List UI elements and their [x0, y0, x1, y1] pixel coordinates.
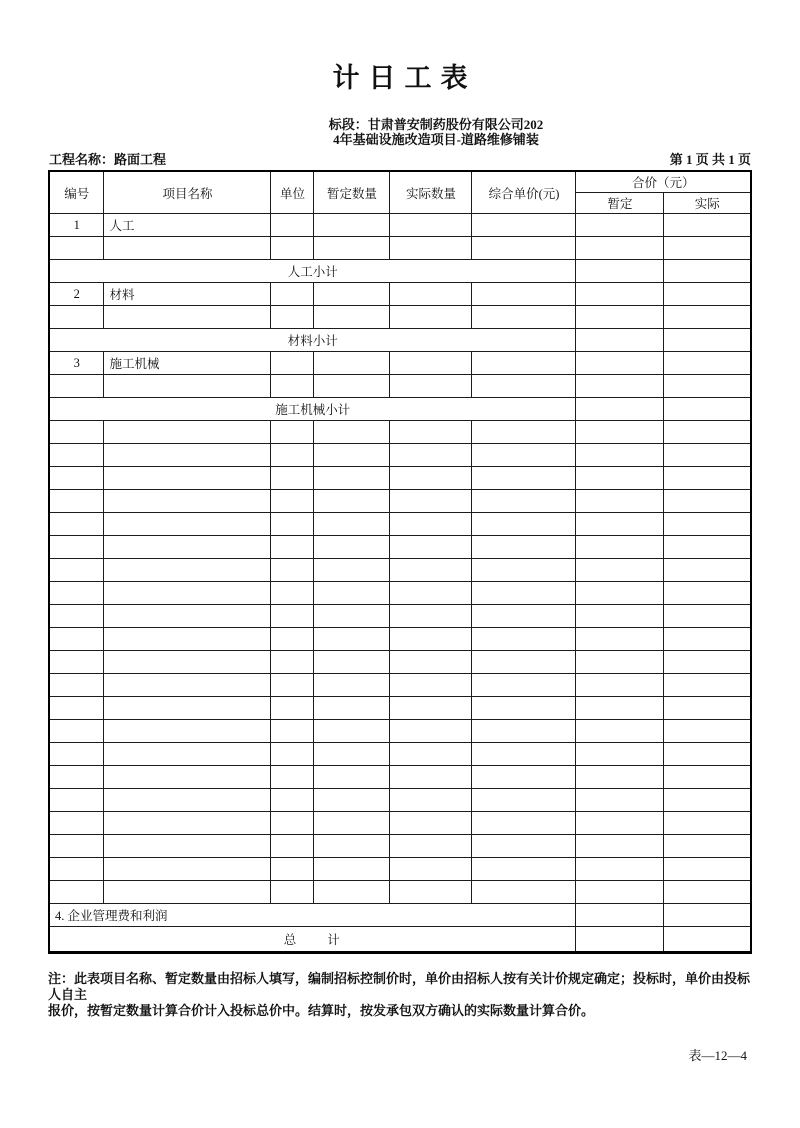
empty-cell — [49, 513, 104, 536]
empty-cell — [390, 789, 472, 812]
empty-cell — [576, 490, 664, 513]
empty-cell — [104, 467, 271, 490]
empty-cell — [664, 375, 751, 398]
empty-cell — [576, 835, 664, 858]
empty-cell — [664, 605, 751, 628]
empty-cell — [49, 237, 104, 260]
header-provisional-qty: 暂定数量 — [314, 171, 390, 214]
empty-cell — [390, 490, 472, 513]
empty-cell — [664, 927, 751, 953]
header-item-name: 项目名称 — [104, 171, 271, 214]
empty-row — [49, 536, 751, 559]
empty-cell — [472, 651, 576, 674]
empty-cell — [390, 628, 472, 651]
empty-row — [49, 812, 751, 835]
empty-cell — [49, 835, 104, 858]
empty-cell — [664, 444, 751, 467]
empty-cell — [576, 421, 664, 444]
empty-cell — [271, 674, 314, 697]
empty-cell — [314, 306, 390, 329]
empty-cell — [271, 881, 314, 904]
empty-cell — [664, 697, 751, 720]
empty-cell — [271, 697, 314, 720]
empty-cell — [576, 536, 664, 559]
empty-cell — [314, 789, 390, 812]
empty-cell — [576, 444, 664, 467]
empty-cell — [472, 237, 576, 260]
empty-cell — [576, 674, 664, 697]
meta-row — [49, 149, 751, 168]
empty-cell — [390, 306, 472, 329]
stage-label — [72, 117, 800, 147]
empty-cell — [472, 720, 576, 743]
empty-cell — [664, 214, 751, 237]
empty-cell — [576, 904, 664, 927]
header-unit: 单位 — [271, 171, 314, 214]
empty-cell — [390, 421, 472, 444]
empty-cell — [576, 352, 664, 375]
header-actual-qty: 实际数量 — [390, 171, 472, 214]
subtotal-row — [49, 260, 751, 283]
empty-cell — [104, 743, 271, 766]
empty-row — [49, 559, 751, 582]
empty-cell — [49, 881, 104, 904]
empty-cell — [472, 835, 576, 858]
empty-cell — [576, 812, 664, 835]
empty-cell — [664, 651, 751, 674]
header-total-actual: 实际 — [664, 193, 751, 214]
stage-line-1: 标段：甘肃普安制药股份有限公司202 — [328, 117, 544, 132]
empty-cell — [576, 881, 664, 904]
empty-cell — [472, 306, 576, 329]
empty-cell — [390, 444, 472, 467]
empty-cell — [49, 421, 104, 444]
empty-cell — [664, 582, 751, 605]
empty-cell — [314, 237, 390, 260]
empty-cell — [664, 329, 751, 352]
empty-cell — [390, 881, 472, 904]
empty-row — [49, 375, 751, 398]
empty-cell — [314, 674, 390, 697]
empty-cell — [390, 651, 472, 674]
subtotal-label-cell: 人工小计 — [49, 260, 576, 283]
empty-cell — [271, 582, 314, 605]
empty-cell — [472, 444, 576, 467]
header-total-provisional: 暂定 — [576, 193, 664, 214]
fee-row — [49, 904, 751, 927]
empty-row — [49, 743, 751, 766]
empty-cell — [390, 513, 472, 536]
empty-cell — [104, 605, 271, 628]
empty-cell — [271, 536, 314, 559]
empty-cell — [664, 743, 751, 766]
empty-cell — [104, 490, 271, 513]
empty-cell — [576, 214, 664, 237]
empty-cell — [664, 398, 751, 421]
empty-cell — [271, 467, 314, 490]
note-line-1: 注：此表项目名称、暂定数量由招标人填写，编制招标控制价时，单价由招标人按有关计价规定确定；投标时，单价由投标人自主 — [48, 971, 751, 1002]
empty-cell — [576, 858, 664, 881]
empty-cell — [104, 674, 271, 697]
fee-label-cell: 4. 企业管理费和利润 — [49, 904, 576, 927]
empty-cell — [49, 651, 104, 674]
empty-cell — [472, 467, 576, 490]
empty-cell — [576, 927, 664, 953]
empty-cell — [104, 697, 271, 720]
cell-no: 2 — [49, 283, 104, 306]
empty-cell — [49, 743, 104, 766]
empty-cell — [271, 835, 314, 858]
note-text — [48, 971, 752, 1019]
empty-cell — [664, 352, 751, 375]
empty-cell — [390, 352, 472, 375]
empty-cell — [390, 536, 472, 559]
empty-cell — [390, 674, 472, 697]
empty-row — [49, 858, 751, 881]
grand-total-label-cell: 总 计 — [49, 927, 576, 953]
header-no: 编号 — [49, 171, 104, 214]
empty-cell — [314, 628, 390, 651]
empty-cell — [314, 582, 390, 605]
cell-no: 3 — [49, 352, 104, 375]
empty-cell — [576, 306, 664, 329]
empty-cell — [390, 697, 472, 720]
header-unit-price: 综合单价(元) — [472, 171, 576, 214]
empty-cell — [271, 352, 314, 375]
empty-cell — [576, 697, 664, 720]
empty-cell — [390, 375, 472, 398]
empty-cell — [664, 881, 751, 904]
subtotal-row — [49, 398, 751, 421]
empty-cell — [104, 536, 271, 559]
empty-row — [49, 720, 751, 743]
empty-cell — [271, 605, 314, 628]
empty-cell — [664, 306, 751, 329]
empty-cell — [472, 375, 576, 398]
empty-cell — [664, 467, 751, 490]
empty-cell — [664, 421, 751, 444]
empty-cell — [576, 398, 664, 421]
empty-cell — [104, 444, 271, 467]
cell-item-name: 材料 — [104, 283, 271, 306]
empty-cell — [472, 743, 576, 766]
empty-cell — [472, 582, 576, 605]
empty-cell — [390, 283, 472, 306]
empty-cell — [664, 789, 751, 812]
empty-cell — [314, 881, 390, 904]
empty-cell — [314, 812, 390, 835]
empty-cell — [472, 352, 576, 375]
empty-cell — [576, 375, 664, 398]
empty-cell — [576, 720, 664, 743]
empty-cell — [271, 720, 314, 743]
empty-cell — [271, 421, 314, 444]
empty-cell — [104, 421, 271, 444]
empty-cell — [664, 237, 751, 260]
empty-cell — [664, 835, 751, 858]
empty-cell — [664, 283, 751, 306]
empty-cell — [314, 766, 390, 789]
empty-cell — [314, 536, 390, 559]
table-header — [49, 171, 751, 214]
empty-cell — [104, 651, 271, 674]
empty-row — [49, 628, 751, 651]
empty-cell — [104, 835, 271, 858]
grand-total-row — [49, 927, 751, 953]
empty-cell — [49, 697, 104, 720]
empty-row — [49, 766, 751, 789]
empty-cell — [664, 490, 751, 513]
empty-cell — [576, 260, 664, 283]
empty-cell — [472, 881, 576, 904]
empty-cell — [314, 214, 390, 237]
empty-row — [49, 444, 751, 467]
empty-cell — [49, 766, 104, 789]
empty-cell — [271, 651, 314, 674]
header-total-price: 合价（元） — [576, 171, 751, 193]
empty-cell — [390, 766, 472, 789]
empty-cell — [271, 766, 314, 789]
empty-row — [49, 237, 751, 260]
empty-cell — [314, 444, 390, 467]
project-name: 工程名称：路面工程 — [49, 152, 167, 167]
form-code: 表—12—4 — [688, 1048, 747, 1063]
empty-cell — [390, 582, 472, 605]
empty-cell — [314, 697, 390, 720]
empty-cell — [49, 559, 104, 582]
empty-cell — [314, 490, 390, 513]
empty-cell — [271, 375, 314, 398]
empty-cell — [576, 237, 664, 260]
empty-cell — [390, 467, 472, 490]
empty-cell — [49, 628, 104, 651]
empty-cell — [664, 536, 751, 559]
empty-cell — [576, 766, 664, 789]
empty-cell — [49, 490, 104, 513]
empty-cell — [664, 720, 751, 743]
empty-cell — [49, 605, 104, 628]
empty-cell — [664, 260, 751, 283]
empty-cell — [271, 306, 314, 329]
empty-cell — [472, 674, 576, 697]
empty-cell — [49, 375, 104, 398]
empty-cell — [104, 789, 271, 812]
empty-cell — [314, 743, 390, 766]
empty-cell — [390, 835, 472, 858]
item-row — [49, 283, 751, 306]
empty-cell — [664, 858, 751, 881]
empty-cell — [314, 858, 390, 881]
empty-cell — [472, 628, 576, 651]
empty-cell — [49, 306, 104, 329]
empty-cell — [104, 881, 271, 904]
empty-cell — [104, 306, 271, 329]
empty-cell — [314, 352, 390, 375]
page-number-info: 第 1 页 共 1 页 — [669, 152, 751, 167]
empty-cell — [472, 490, 576, 513]
empty-cell — [472, 214, 576, 237]
empty-cell — [104, 582, 271, 605]
empty-cell — [104, 628, 271, 651]
page-title: 计日工表 — [332, 63, 477, 93]
empty-cell — [576, 628, 664, 651]
empty-row — [49, 697, 751, 720]
empty-row — [49, 467, 751, 490]
empty-cell — [576, 513, 664, 536]
empty-cell — [271, 444, 314, 467]
empty-cell — [314, 283, 390, 306]
empty-cell — [49, 720, 104, 743]
empty-cell — [49, 674, 104, 697]
empty-cell — [49, 812, 104, 835]
empty-cell — [576, 582, 664, 605]
empty-cell — [104, 513, 271, 536]
empty-cell — [104, 812, 271, 835]
header-row-1 — [49, 171, 751, 193]
empty-cell — [271, 513, 314, 536]
empty-row — [49, 835, 751, 858]
empty-cell — [664, 904, 751, 927]
empty-cell — [472, 283, 576, 306]
daywork-table — [48, 170, 752, 954]
empty-cell — [576, 329, 664, 352]
empty-cell — [271, 559, 314, 582]
subtotal-label-cell: 施工机械小计 — [49, 398, 576, 421]
empty-cell — [472, 513, 576, 536]
empty-row — [49, 582, 751, 605]
empty-cell — [390, 605, 472, 628]
empty-cell — [314, 651, 390, 674]
empty-cell — [104, 720, 271, 743]
empty-cell — [314, 421, 390, 444]
empty-cell — [104, 559, 271, 582]
empty-cell — [664, 559, 751, 582]
empty-cell — [314, 559, 390, 582]
empty-row — [49, 421, 751, 444]
item-row — [49, 214, 751, 237]
empty-cell — [472, 766, 576, 789]
empty-cell — [664, 812, 751, 835]
empty-cell — [49, 582, 104, 605]
empty-cell — [49, 858, 104, 881]
empty-cell — [271, 237, 314, 260]
item-row — [49, 352, 751, 375]
empty-cell — [314, 605, 390, 628]
note-line-2: 报价，按暂定数量计算合价计入投标总价中。结算时，按发承包双方确认的实际数量计算合价。 — [48, 1003, 595, 1018]
table-body — [49, 214, 751, 953]
empty-cell — [49, 536, 104, 559]
empty-cell — [390, 559, 472, 582]
empty-cell — [314, 835, 390, 858]
empty-cell — [390, 214, 472, 237]
empty-cell — [49, 789, 104, 812]
subtotal-row — [49, 329, 751, 352]
empty-cell — [576, 559, 664, 582]
empty-cell — [271, 628, 314, 651]
empty-row — [49, 306, 751, 329]
empty-cell — [390, 743, 472, 766]
empty-cell — [104, 766, 271, 789]
empty-cell — [664, 513, 751, 536]
empty-cell — [664, 628, 751, 651]
empty-cell — [472, 559, 576, 582]
empty-row — [49, 605, 751, 628]
cell-item-name: 施工机械 — [104, 352, 271, 375]
empty-cell — [49, 444, 104, 467]
empty-cell — [314, 467, 390, 490]
empty-cell — [104, 375, 271, 398]
empty-cell — [576, 467, 664, 490]
empty-cell — [271, 214, 314, 237]
empty-row — [49, 674, 751, 697]
empty-cell — [472, 536, 576, 559]
empty-cell — [576, 605, 664, 628]
empty-cell — [271, 858, 314, 881]
empty-cell — [664, 674, 751, 697]
empty-row — [49, 881, 751, 904]
empty-cell — [664, 766, 751, 789]
subtotal-label-cell: 材料小计 — [49, 329, 576, 352]
empty-cell — [271, 743, 314, 766]
empty-row — [49, 490, 751, 513]
empty-cell — [390, 237, 472, 260]
empty-cell — [390, 812, 472, 835]
empty-cell — [576, 651, 664, 674]
stage-line-2: 4年基础设施改造项目-道路维修铺装 — [333, 132, 539, 147]
cell-no: 1 — [49, 214, 104, 237]
empty-cell — [472, 789, 576, 812]
empty-row — [49, 651, 751, 674]
empty-cell — [576, 283, 664, 306]
empty-cell — [271, 283, 314, 306]
empty-cell — [104, 858, 271, 881]
empty-cell — [314, 375, 390, 398]
empty-cell — [472, 605, 576, 628]
empty-cell — [314, 720, 390, 743]
empty-cell — [390, 858, 472, 881]
empty-cell — [472, 812, 576, 835]
empty-cell — [576, 789, 664, 812]
empty-cell — [314, 513, 390, 536]
empty-cell — [271, 490, 314, 513]
empty-cell — [271, 812, 314, 835]
empty-cell — [390, 720, 472, 743]
empty-cell — [104, 237, 271, 260]
empty-cell — [472, 697, 576, 720]
empty-cell — [576, 743, 664, 766]
empty-cell — [472, 858, 576, 881]
empty-row — [49, 513, 751, 536]
empty-cell — [271, 789, 314, 812]
empty-cell — [49, 467, 104, 490]
empty-cell — [472, 421, 576, 444]
cell-item-name: 人工 — [104, 214, 271, 237]
empty-row — [49, 789, 751, 812]
